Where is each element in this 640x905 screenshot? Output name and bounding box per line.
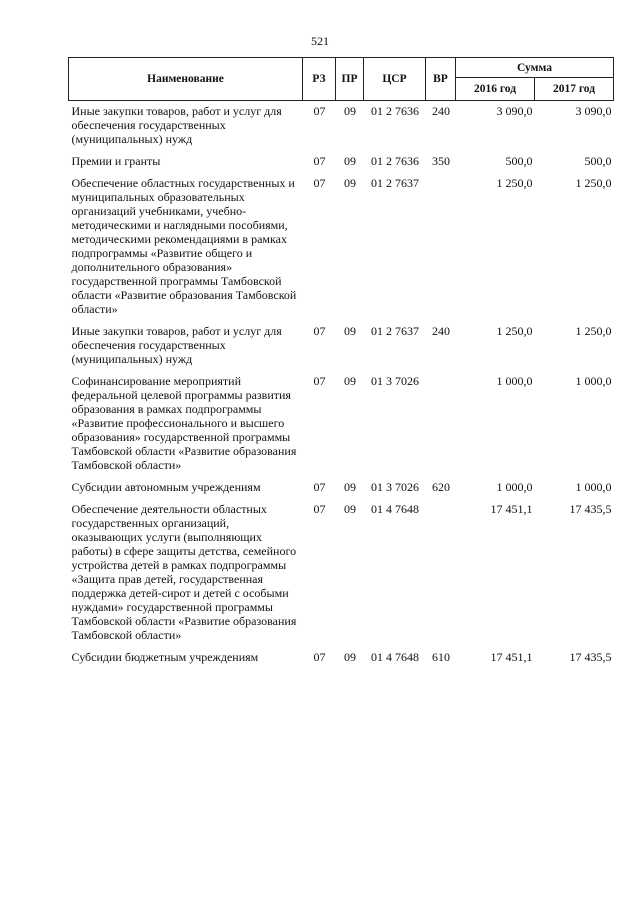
budget-table [68, 57, 614, 669]
header-rz: РЗ [303, 58, 336, 101]
row-sum-2017: 500,0 [584, 154, 612, 168]
table-row [69, 173, 614, 321]
row-pr: 09 [344, 650, 356, 664]
row-pr: 09 [344, 104, 356, 118]
table-row [69, 647, 614, 669]
row-sum-2016: 500,0 [505, 154, 533, 168]
table-row [69, 321, 614, 371]
row-rz: 07 [313, 176, 326, 190]
header-year-2017: 2017 год [535, 78, 614, 101]
row-sum-2017: 1 250,0 [575, 324, 612, 338]
row-name: Обеспечение областных государственных и муниципальных образовательных организаций учебниками, учебно-методическими и наглядными пособиями, методическими рекомендациями в рамках подпрограммы «Развитие общего и дополнительного образования» государственной программы Тамбовской области «Развитие образования Тамбовской области» [71, 176, 297, 316]
row-pr: 09 [344, 374, 356, 388]
row-sum-2017: 1 250,0 [575, 176, 612, 190]
row-csr: 01 3 7026 [371, 480, 419, 494]
row-sum-2016: 1 000,0 [496, 374, 533, 388]
row-pr: 09 [344, 176, 356, 190]
row-vr [426, 499, 456, 647]
row-rz: 07 [313, 324, 326, 338]
row-sum-2016: 1 250,0 [496, 324, 533, 338]
row-rz: 07 [313, 154, 326, 168]
row-name: Софинансирование мероприятий федеральной целевой программы развития образования в рамках подпрограммы «Развитие профессионального и высшего образования» государственной программы Тамбовской области «Развитие образования Тамбовской области» [71, 374, 297, 472]
row-name: Обеспечение деятельности областных государственных организаций, оказывающих услуги (выполняющих работы) в сфере защиты детства, семейного устройства детей в рамках подпрограммы «Защита прав детей, государственная поддержка детей-сирот и детей с особыми нуждами» государственной программы Тамбовской области «Развитие образования Тамбовской области» [71, 502, 297, 642]
header-sum: Сумма [456, 58, 614, 78]
row-csr: 01 2 7637 [371, 176, 419, 190]
row-rz: 07 [313, 374, 326, 388]
row-name: Премии и гранты [71, 154, 161, 168]
table-row [69, 101, 614, 152]
row-sum-2016: 17 451,1 [490, 650, 533, 664]
row-sum-2017: 17 435,5 [569, 502, 612, 516]
row-csr: 01 4 7648 [371, 502, 419, 516]
table-row [69, 477, 614, 499]
row-sum-2017: 1 000,0 [575, 374, 612, 388]
table-header [69, 58, 614, 101]
row-name: Субсидии автономным учреждениям [71, 480, 261, 494]
header-csr: ЦСР [364, 58, 426, 101]
row-sum-2016: 17 451,1 [490, 502, 533, 516]
row-csr: 01 2 7636 [371, 104, 419, 118]
row-pr: 09 [344, 154, 356, 168]
row-vr [426, 173, 456, 321]
table-row [69, 499, 614, 647]
row-vr: 610 [432, 650, 450, 664]
row-vr: 620 [432, 480, 450, 494]
header-year-2016: 2016 год [456, 78, 535, 101]
table-body [69, 101, 614, 670]
row-sum-2016: 3 090,0 [496, 104, 533, 118]
row-vr: 240 [432, 104, 450, 118]
row-sum-2016: 1 000,0 [496, 480, 533, 494]
row-pr: 09 [344, 502, 356, 516]
row-csr: 01 2 7637 [371, 324, 419, 338]
header-vr: ВР [426, 58, 456, 101]
row-vr [426, 371, 456, 477]
header-name: Наименование [69, 58, 303, 101]
row-rz: 07 [313, 480, 326, 494]
row-rz: 07 [313, 502, 326, 516]
header-pr: ПР [336, 58, 364, 101]
row-pr: 09 [344, 480, 356, 494]
table-row [69, 371, 614, 477]
row-sum-2017: 17 435,5 [569, 650, 612, 664]
row-name: Субсидии бюджетным учреждениям [71, 650, 259, 664]
table-row [69, 151, 614, 173]
row-rz: 07 [313, 650, 326, 664]
row-sum-2017: 3 090,0 [575, 104, 612, 118]
row-vr: 240 [432, 324, 450, 338]
row-name: Иные закупки товаров, работ и услуг для обеспечения государственных (муниципальных) нужд [71, 104, 282, 146]
row-vr: 350 [432, 154, 450, 168]
row-csr: 01 3 7026 [371, 374, 419, 388]
row-sum-2017: 1 000,0 [575, 480, 612, 494]
row-csr: 01 2 7636 [371, 154, 419, 168]
row-sum-2016: 1 250,0 [496, 176, 533, 190]
page-number: 521 [311, 34, 329, 48]
row-rz: 07 [313, 104, 326, 118]
row-csr: 01 4 7648 [371, 650, 419, 664]
row-name: Иные закупки товаров, работ и услуг для обеспечения государственных (муниципальных) нужд [71, 324, 282, 366]
row-pr: 09 [344, 324, 356, 338]
